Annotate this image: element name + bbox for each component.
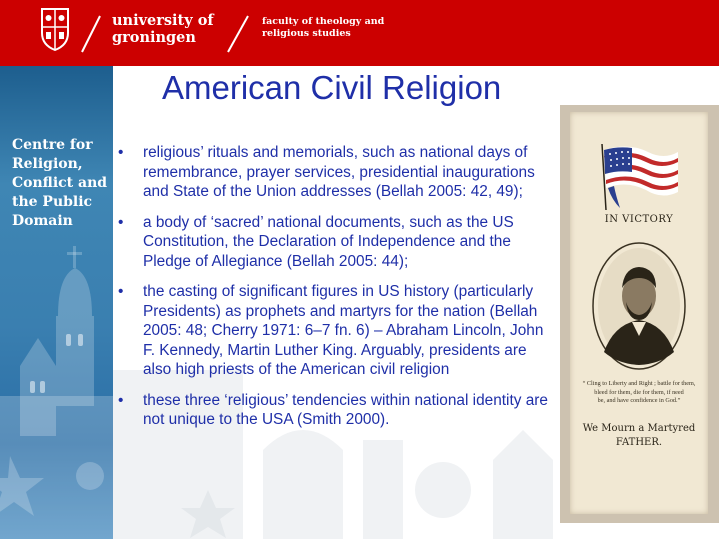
bullet-text: religious’ rituals and memorials, such as national days of remembrance, prayer services, presidential inaugurations and State of the Union addresses (Bellah 2005: 42, 49); (143, 144, 535, 200)
centre-name-line: Religion, (12, 156, 83, 172)
centre-name (12, 136, 107, 231)
slide-title: American Civil Religion (162, 69, 502, 106)
bullet-marker: • (118, 213, 124, 231)
bullet-marker: • (118, 283, 124, 300)
university-line-2: groningen (112, 29, 196, 46)
university-name (112, 12, 214, 46)
card-quote-line: “ Cling to Liberty and Right ; battle for them, (582, 380, 696, 387)
centre-name-line: the Public (12, 194, 93, 210)
list-item (116, 282, 556, 380)
memorial-card (570, 112, 708, 514)
lincoln-portrait-icon (590, 240, 688, 372)
university-line-1: university of (112, 12, 214, 29)
bullet-text: the casting of significant figures in US history (particularly Presidents) as prophets and martyrs for the nation (Bellah 2005: 48; Cherry 1971: 6–7 fn. 6) – Abraham Lincoln, John F. Kennedy, Martin Luther King. Arguably, presidents are also high priests of the American civil religion (143, 283, 544, 378)
card-quote-line: be, and have confidence in God.” (597, 397, 681, 404)
centre-name-line: Conflict and (12, 175, 108, 191)
bullet-marker: • (118, 391, 124, 409)
bullet-text: these three ‘religious’ tendencies within national identity are not unique to the USA (Smith 2000). (143, 391, 548, 428)
sidebar-panel (0, 66, 113, 539)
centre-name-line: Domain (12, 213, 73, 229)
card-mourn-line: We Mourn a Martyred (582, 423, 696, 434)
card-mourn-caption (570, 422, 708, 450)
american-flag-icon (598, 142, 680, 212)
university-crest-icon (40, 7, 70, 51)
bullet-marker: • (118, 144, 124, 161)
bullet-text: a body of ‘sacred’ national documents, such as the US Constitution, the Declaration of Independence and the Pledge of Allegiance (Bellah 2005: 44); (143, 213, 514, 270)
centre-name-line: Centre for (12, 137, 93, 153)
card-quote-line: bleed for them, die for them, if need (594, 388, 684, 396)
faculty-name (262, 16, 384, 40)
faculty-line-1: faculty of theology and (262, 16, 385, 27)
card-mourn-line: FATHER. (615, 437, 663, 448)
header-bar (0, 0, 719, 66)
list-item (116, 213, 556, 272)
church-silhouette-icon (0, 246, 113, 539)
card-victory-label: IN VICTORY (604, 214, 674, 225)
faculty-line-2: religious studies (262, 28, 351, 39)
list-item (116, 143, 556, 202)
bullet-list (116, 143, 556, 441)
divider-slash (80, 14, 102, 54)
list-item (116, 391, 556, 430)
card-quote (578, 380, 700, 406)
divider-slash (226, 14, 250, 54)
